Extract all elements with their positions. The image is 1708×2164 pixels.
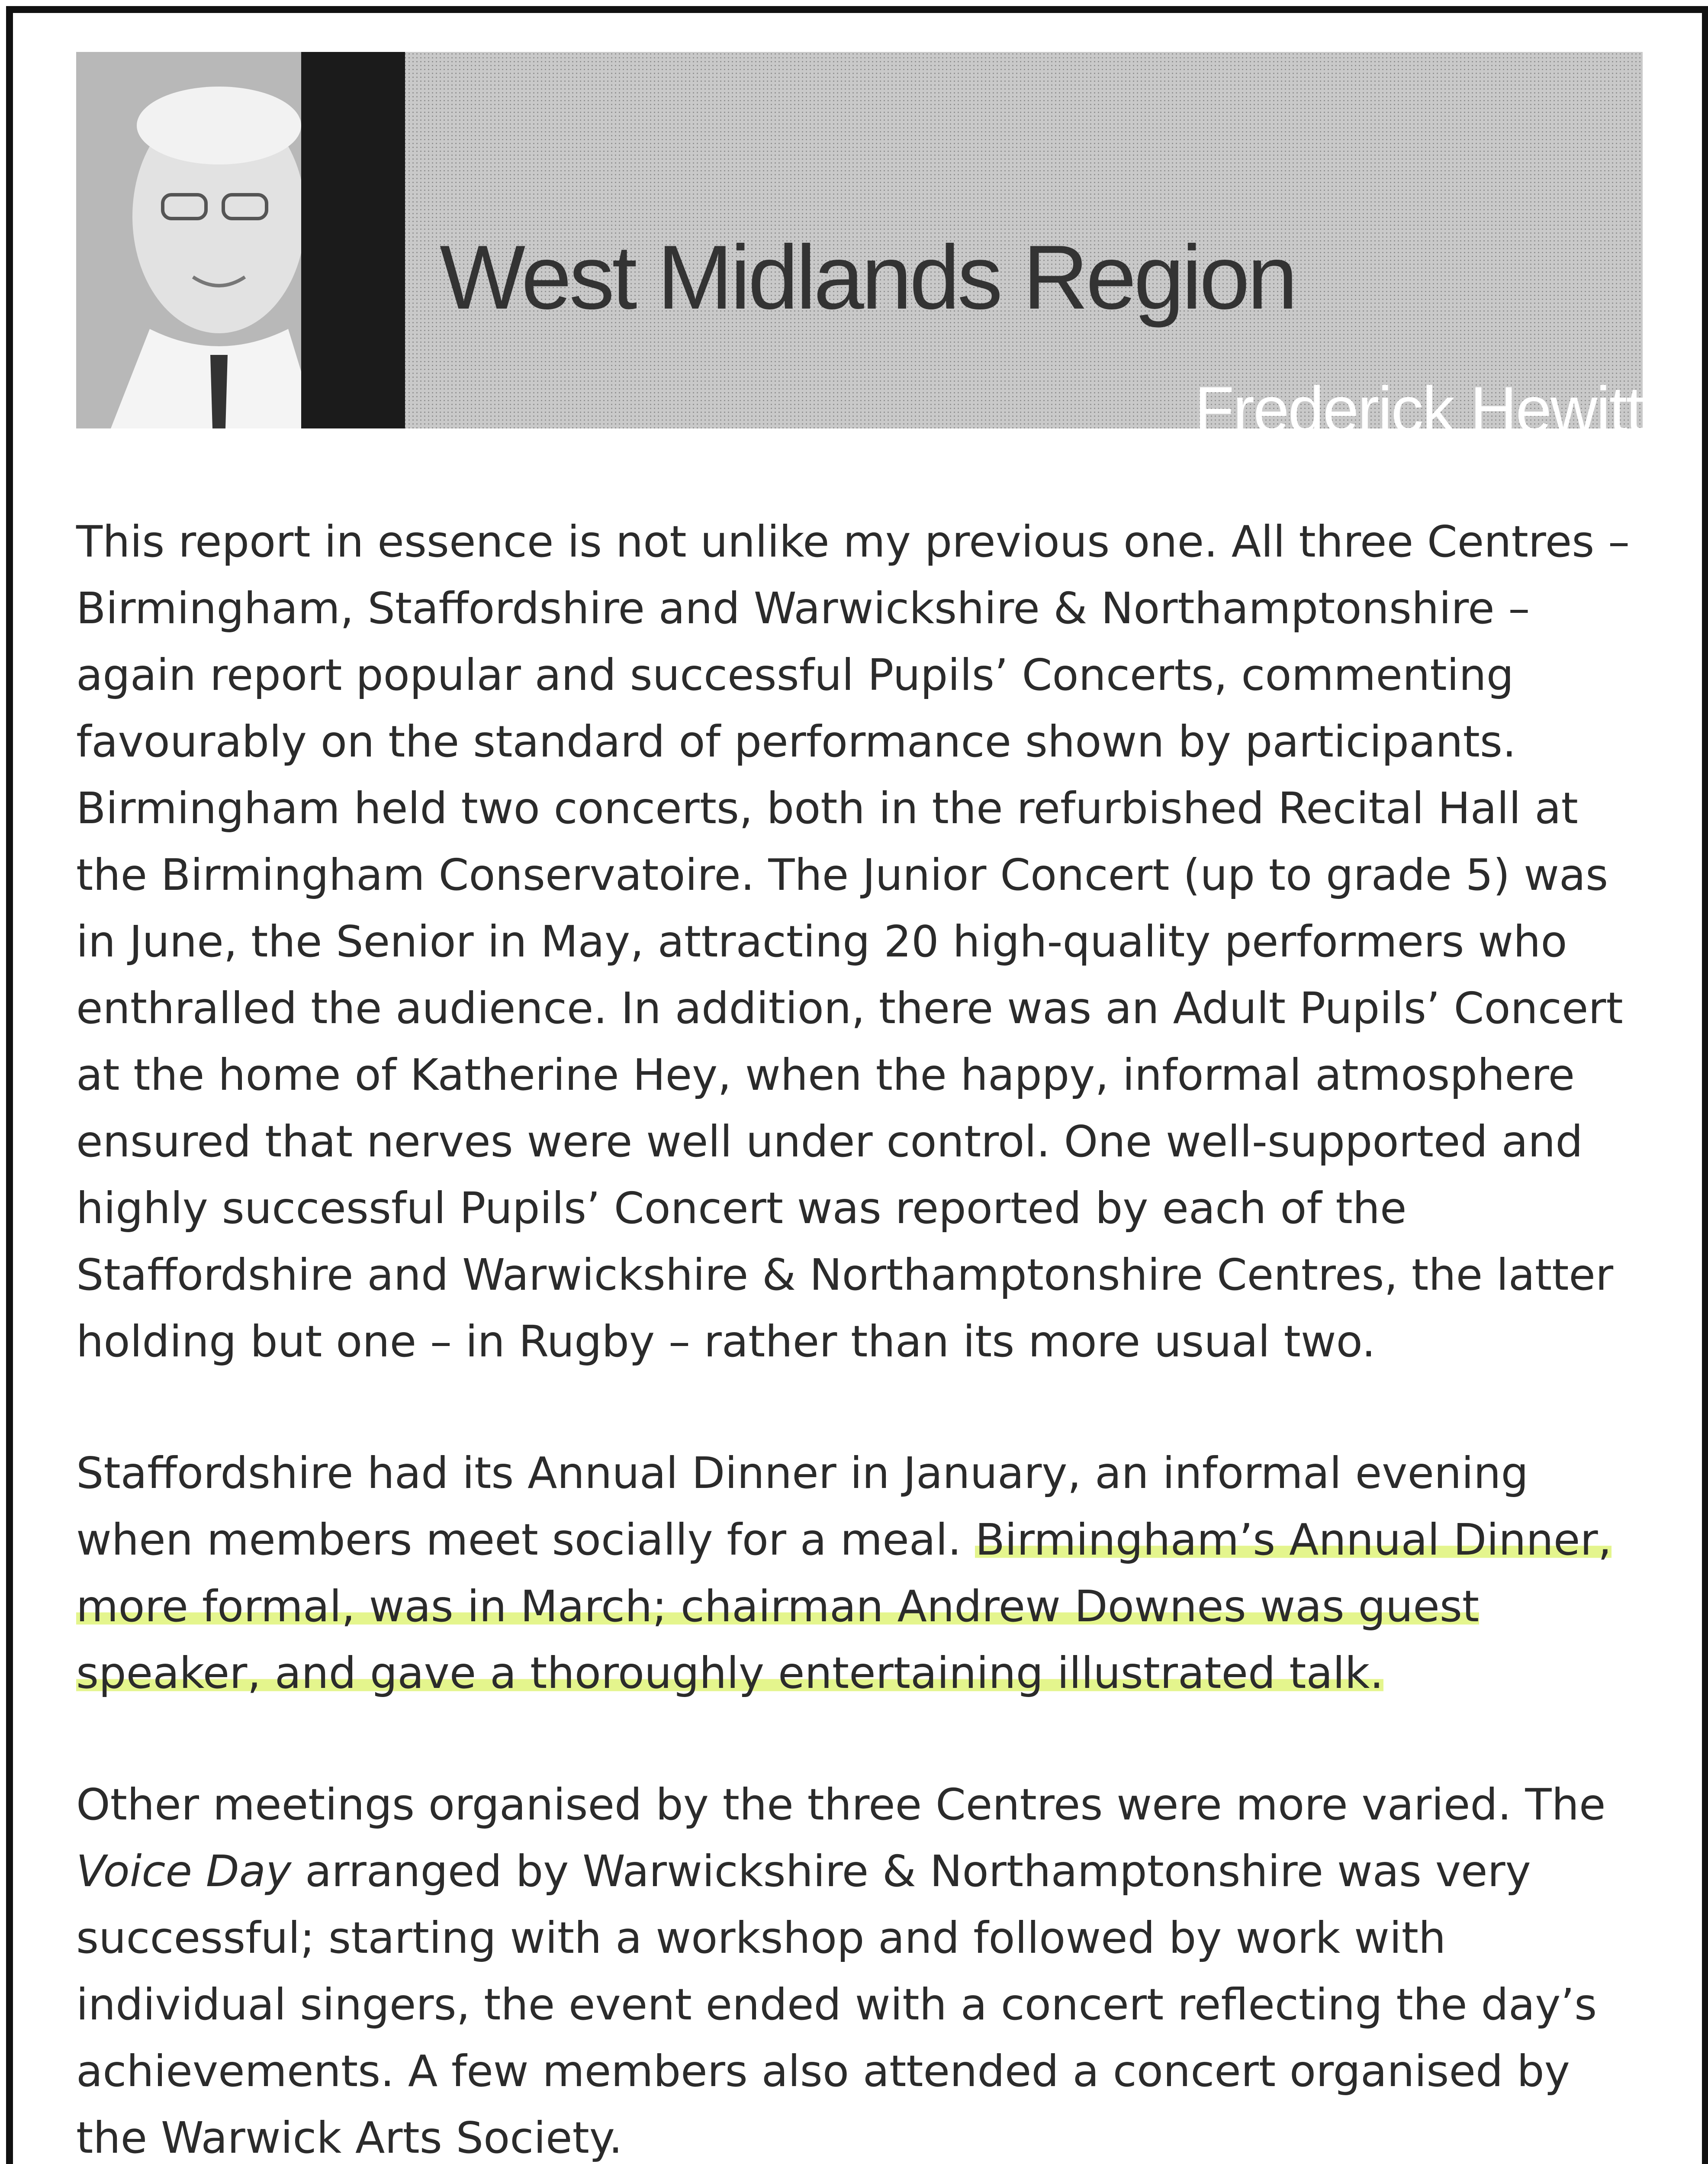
section-header: [76, 52, 1643, 446]
paragraph-2: [76, 1440, 1643, 1707]
report-body: [76, 509, 1643, 2164]
paragraph-2-text: Staffordshire had its Annual Dinner in January, an informal evening when members meet socially for a meal.: [76, 1448, 1529, 1565]
voice-day-title: Voice Day: [76, 1846, 292, 1897]
paragraph-1: This report in essence is not unlike my previous one. All three Centres – Birmingham, Staffordshire and Warwickshire & Northamptonshire – again report popular and successful Pupils’ Concerts, commenting favourably on the standard of performance shown by participants. Birmingham held two concerts, both in the refurbished Recital Hall at the Birmingham Conservatoire. The Junior Concert (up to grade 5) was in June, the Senior in May, attracting 20 high-quality performers who enthralled the audience. In addition, there was an Adult Pupils’ Concert at the home of Katherine Hey, when the happy, informal atmosphere ensured that nerves were well under control. One well-supported and highly successful Pupils’ Concert was reported by each of the Staffordshire and Warwickshire & Northamptonshire Centres, the latter holding but one – in Rugby – rather than its more usual two.: [76, 516, 1630, 1367]
paragraph-3-text: Other meetings organised by the three Centres were more varied. The: [76, 1779, 1606, 1830]
paragraph-3: [76, 1771, 1643, 2164]
region-title: West Midlands Region: [440, 226, 1296, 328]
portrait-image: [76, 52, 405, 428]
paragraph-2-highlight: Birmingham’s Annual Dinner, more formal, was in March; chairman Andrew Downes was guest speaker, and gave a thoroughly entertaining illustrated talk.: [76, 1514, 1612, 1698]
paragraph-3-rest: arranged by Warwickshire & Northamptonshire was very successful; starting with a workshop and followed by work with individual singers, the event ended with a concert reflecting the day’s achievements. A few members also attended a concert organised by the Warwick Arts Society.: [76, 1846, 1597, 2163]
author-name: Frederick Hewitt: [1194, 373, 1643, 446]
author-photo: [76, 52, 405, 428]
